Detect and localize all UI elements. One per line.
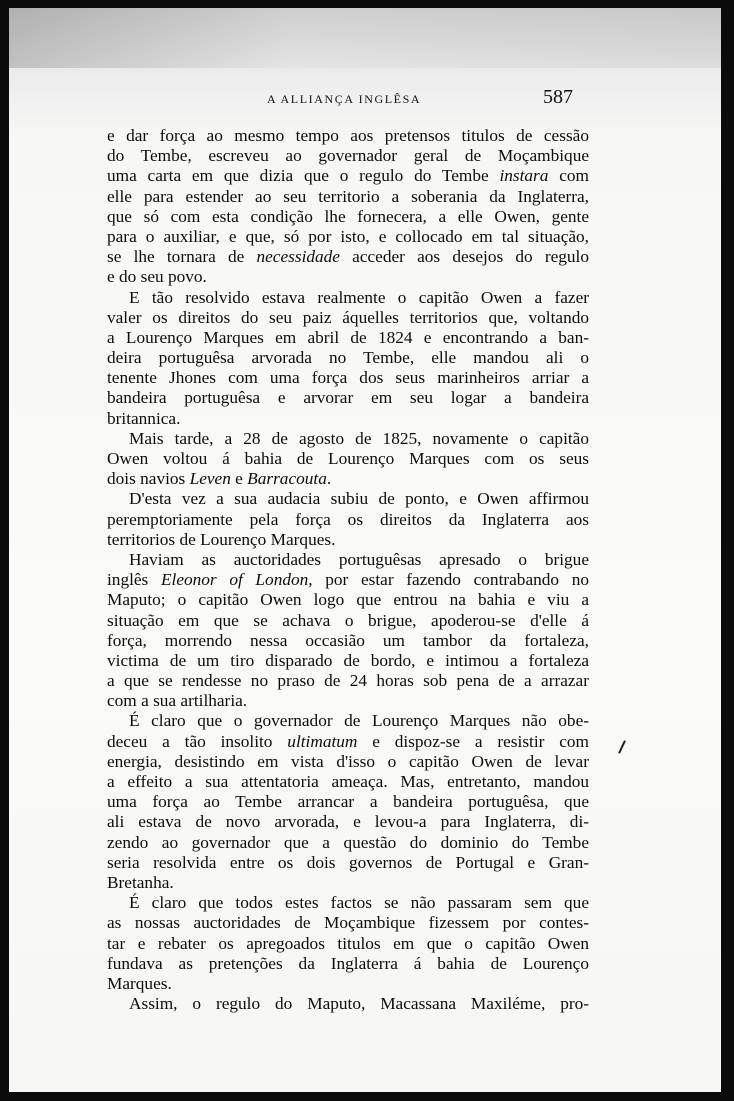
text-line [107, 752, 589, 772]
text-line [107, 570, 589, 590]
text-run: zendo ao governador que a questão do dominio do Tembe [107, 832, 589, 852]
text-run: por estar fazendo contrabando no [312, 570, 589, 590]
book-page [9, 8, 721, 1092]
text-line [107, 873, 589, 893]
text-run: É claro que o governador de Lourenço Marques não obe- [129, 711, 589, 731]
text-run: a que se rendesse no praso de 24 horas sob pena de a arrazar [107, 671, 589, 691]
text-run: Assim, o regulo do Maputo, Macassana Maxiléme, pro- [129, 994, 589, 1014]
text-run: acceder aos desejos do regulo [339, 247, 589, 267]
text-line [107, 812, 589, 832]
text-run: deceu a tão insolito [107, 731, 288, 751]
text-run: com a sua artilharia. [107, 691, 248, 711]
text-run: . [326, 469, 332, 489]
text-run: e dispoz-se a resistir com [357, 731, 589, 751]
text-run: uma carta em que dizia que o regulo do Tembe [107, 166, 500, 186]
text-run: valer os direitos do seu paiz áquelles territorios que, voltando [107, 307, 589, 327]
text-run: Bretanha. [107, 872, 174, 892]
text-line [107, 913, 589, 933]
page-header [9, 86, 721, 110]
italic-text: Eleonor of London, [160, 570, 313, 590]
text-line [107, 489, 589, 509]
text-line [107, 449, 589, 469]
text-line [107, 631, 589, 651]
text-line [107, 893, 589, 913]
text-run: britannica. [107, 408, 181, 428]
text-run: a effeito a sua attentatoria ameaça. Mas, entretanto, mandou [107, 772, 589, 791]
italic-text: necessidade [256, 247, 340, 267]
text-run: fundava as pretenções da Inglaterra á bahia de Lourenço [107, 953, 589, 973]
text-run: É claro que todos estes factos se não passaram sem que [129, 893, 589, 913]
text-run: a Lourenço Marques em abril de 1824 e encontrando a ban- [107, 327, 589, 347]
text-run: energia, desistindo em vista d'isso o capitão Owen de levar [107, 751, 589, 771]
text-run: deira portuguêsa arvorada no Tembe, elle mandou ali o [107, 348, 589, 368]
text-line [107, 530, 589, 550]
italic-text: instara [499, 166, 549, 186]
text-run: tar e rebater os apregoados titulos em que o capitão Owen [107, 933, 589, 953]
text-line [107, 711, 589, 731]
text-line [107, 934, 589, 954]
text-run: Haviam as auctoridades portuguêsas apresado o brigue [129, 549, 589, 569]
text-line [107, 146, 589, 166]
text-line [107, 207, 589, 227]
text-line [107, 833, 589, 853]
text-run: para o auxiliar, e que, só por isto, e collocado em tal situação, [107, 226, 589, 246]
text-run: bandeira portuguêsa e arvorar em seu logar a bandeira [107, 388, 589, 408]
text-line [107, 792, 589, 812]
text-run: Mais tarde, a 28 de agosto de 1825, novamente o capitão [129, 428, 589, 448]
text-run: e [230, 469, 248, 489]
text-run: ali estava de novo arvorada, e levou-a para Inglaterra, di- [107, 812, 589, 832]
italic-text: ultimatum [287, 731, 358, 751]
text-line [107, 510, 589, 530]
text-line [107, 267, 589, 287]
text-run: situação em que se achava o brigue, apoderou-se d'elle á [107, 610, 589, 630]
text-line [107, 691, 589, 711]
text-run: tenente Jhones com uma força dos seus marinheiros arriar a [107, 368, 589, 388]
text-run: inglês [107, 570, 161, 590]
text-run: Maputo; o capitão Owen logo que entrou na bahia e viu a [107, 590, 589, 610]
text-run: Owen voltou á bahia de Lourenço Marques com os seus [107, 449, 589, 468]
text-line [107, 954, 589, 974]
text-line [107, 974, 589, 994]
text-run: e dar força ao mesmo tempo aos pretensos titulos de cessão [107, 126, 589, 145]
text-line [107, 853, 589, 873]
page-number: 587 [543, 86, 573, 108]
text-run: elle para estender ao seu territorio a soberania da Inglaterra, [107, 186, 589, 206]
text-line [107, 590, 589, 610]
italic-text: Barracouta [247, 469, 327, 489]
text-line [107, 994, 589, 1014]
text-line [107, 469, 589, 489]
text-line [107, 288, 589, 308]
text-line [107, 651, 589, 671]
running-title: A ALLIANÇA INGLÊSA [267, 92, 422, 106]
body-text [107, 126, 589, 1014]
text-run: peremptoriamente pela força os direitos da Inglaterra aos [107, 509, 589, 529]
text-run: força, morrendo nessa occasião um tambor da fortaleza, [107, 630, 589, 650]
text-line [107, 227, 589, 247]
text-line [107, 368, 589, 388]
text-line [107, 671, 589, 691]
text-run: do Tembe, escreveu ao governador geral de Moçambique [107, 146, 589, 166]
text-line [107, 409, 589, 429]
text-run: Marques. [107, 973, 172, 993]
scan-mark [618, 740, 626, 754]
text-run: seria resolvida entre os dois governos de Portugal e Gran- [107, 852, 589, 872]
text-run: e do seu povo. [107, 267, 207, 287]
text-line [107, 166, 589, 186]
text-run: uma força ao Tembe arrancar a bandeira portuguêsa, que [107, 792, 589, 812]
text-run: que só com esta condição lhe fornecera, a elle Owen, gente [107, 206, 589, 226]
text-run: E tão resolvido estava realmente o capitão Owen a fazer [129, 287, 589, 307]
text-run: as nossas auctoridades de Moçambique fizessem por contes- [107, 913, 589, 933]
text-run: victima de um tiro disparado de bordo, e intimou a fortaleza [107, 650, 589, 670]
text-line [107, 550, 589, 570]
text-run: com [548, 166, 589, 186]
italic-text: Leven [189, 469, 231, 489]
text-run: se lhe tornara de [107, 247, 257, 267]
text-run: dois navios [107, 469, 190, 489]
text-line [107, 187, 589, 207]
text-line [107, 328, 589, 348]
text-line [107, 732, 589, 752]
text-line [107, 388, 589, 408]
text-line [107, 772, 589, 792]
text-run: D'esta vez a sua audacia subiu de ponto, e Owen affirmou [129, 489, 589, 509]
text-line [107, 429, 589, 449]
text-line [107, 611, 589, 631]
text-line [107, 247, 589, 267]
text-line [107, 126, 589, 146]
text-line [107, 308, 589, 328]
text-line [107, 348, 589, 368]
text-run: territorios de Lourenço Marques. [107, 529, 336, 549]
